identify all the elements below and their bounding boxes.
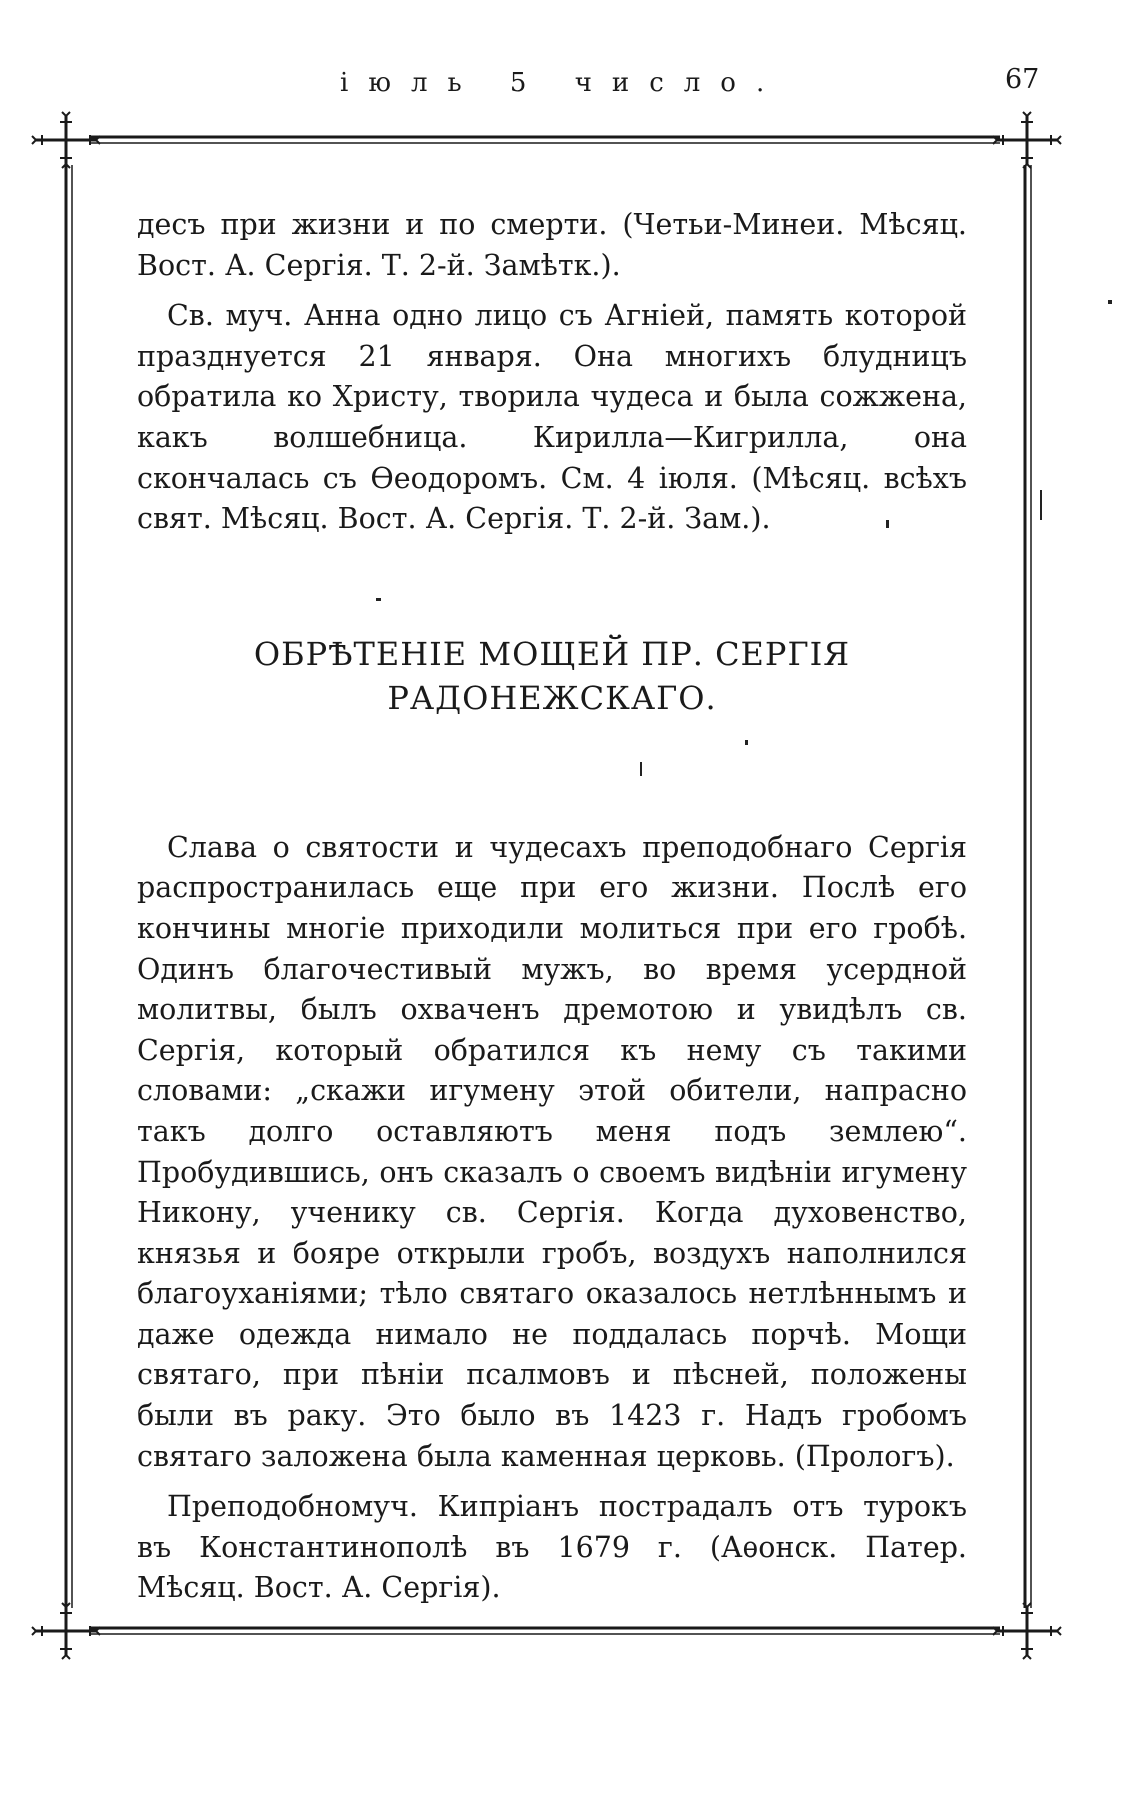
running-title: іюль 5 число. (340, 68, 785, 98)
scan-speck (886, 520, 889, 528)
paragraph-anna: Св. муч. Анна одно лицо съ Агніей, память которой празднуется 21 января. Она многихъ блудницъ обратила ко Христу, творила чудеса и была сожжена, какъ волшебница. Кирилла—Кигрилла, она скончалась съ Ѳеодоромъ. См. 4 іюля. (Мѣсяц. всѣхъ свят. Мѣсяц. Вост. А. Сергія. Т. 2-й. Зам.). (137, 299, 967, 536)
cross-ornament-top-right (993, 112, 1061, 168)
scan-speck (376, 598, 381, 601)
paragraph-continuation: десъ при жизни и по смерти. (Четьи-Минеи. Мѣсяц. Вост. А. Сергія. Т. 2-й. Замѣтк.). (137, 208, 967, 282)
paragraph-relics: Слава о святости и чудесахъ преподобнаго Сергія распространилась еще при его жизни. Послѣ его кончины многіе приходили молиться при его гробѣ. Одинъ благочестивый мужъ, во время усердной молитвы, былъ охваченъ дремотою и увидѣлъ св. Сергія, который обратился къ нему съ такими словами: „скажи игумену этой обители, напрасно такъ долго оставляютъ меня подъ землею“. Пробудившись, онъ сказалъ о своемъ видѣніи игумену Никону, ученику св. Сергія. Когда духовенство, князья и бояре открыли гробъ, воздухъ наполнился благоуханіями; тѣло святаго оказалось нетлѣннымъ и даже одежда нимало не поддалась порчѣ. Мощи святаго, при пѣніи псалмовъ и пѣсней, положены были въ раку. Это было въ 1423 г. Надъ гробомъ святаго заложена была каменная церковь. (Прологъ). (137, 830, 967, 1473)
paragraph-cyprian: Преподобномуч. Кипріанъ пострадалъ отъ турокъ въ Константинополѣ въ 1679 г. (Аѳонск. Патер. Мѣсяц. Вост. А. Сергія). (137, 1490, 967, 1605)
cross-ornament-bottom-left (32, 1603, 100, 1659)
cross-ornament-top-left (32, 112, 100, 168)
scan-speck (745, 740, 748, 745)
section-heading: ОБРѢТЕНІЕ МОЩЕЙ ПР. СЕРГІЯ РАДОНЕЖСКАГО. (253, 634, 851, 717)
scan-speck (1108, 300, 1112, 304)
page-number: 67 (1005, 64, 1040, 95)
page-body (137, 205, 967, 1609)
scan-speck (1040, 490, 1042, 520)
scan-speck (640, 762, 642, 776)
cross-ornament-bottom-right (993, 1603, 1061, 1659)
